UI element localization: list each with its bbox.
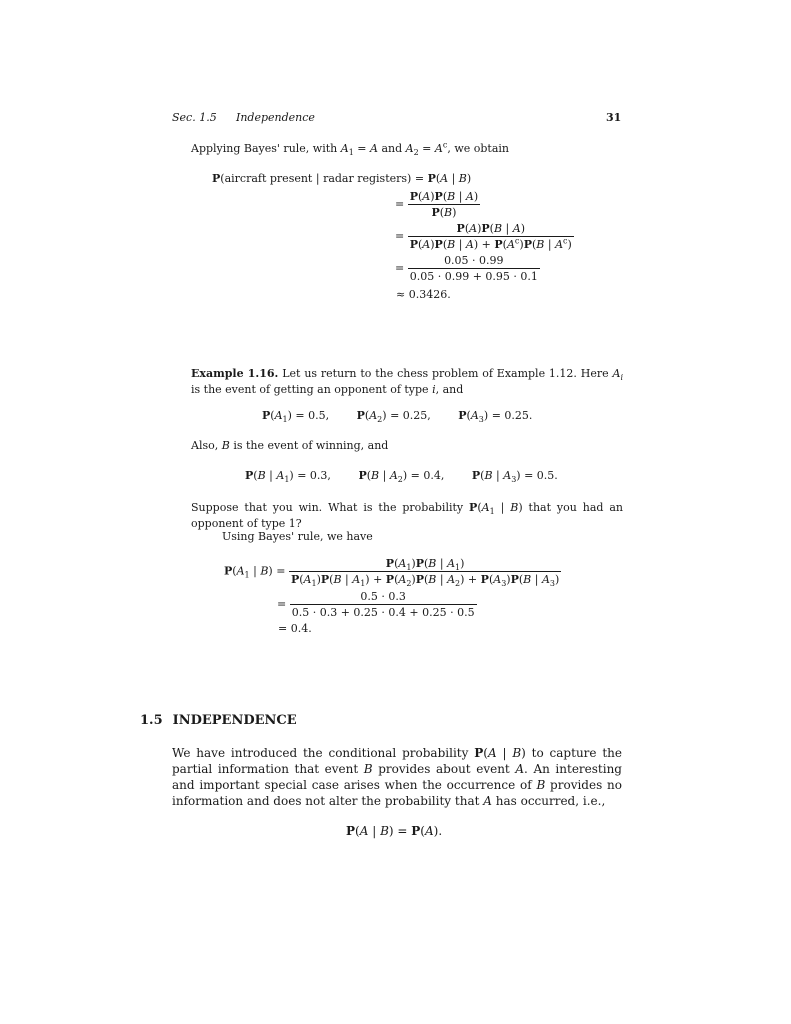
- also-text-b: is the event of winning, and: [229, 439, 389, 452]
- running-header-section: Sec. 1.5: [172, 111, 217, 124]
- suppose-text-a: Suppose that you win. What is the probability: [191, 501, 470, 514]
- radar-result: ≈ 0.3426.: [396, 288, 451, 301]
- independence-equation: P(A | B) = P(A).: [346, 824, 443, 838]
- posterior-equation-line-1: $P(A_1$ | B) = $\frac{P(A_1)P(B | A_1)}{P(A_1)P(B | A_1) + P(A_2)P(B | A_2) + P(A_3)P(B | A_3)}$: [224, 557, 560, 589]
- posterior-equation-line-2: = $\frac{0.5 \cdot 0.3}{0.5 \cdot 0.3 + 0.25 \cdot 0.4 + 0.25 \cdot 0.5}$: [277, 590, 475, 619]
- also-sentence: Also, B is the event of winning, and: [191, 439, 389, 452]
- using-bayes-line: Using Bayes' rule, we have: [222, 530, 373, 543]
- radar-lhs-word: aircraft present: [224, 172, 313, 185]
- likelihood-probabilities: P(B | $A_1) = 0.3$, P(B | $A_2) = 0.4$, P(B | $A_3) = 0.5$.: [245, 469, 558, 485]
- example-text-b: is the event of getting an opponent of type: [191, 383, 433, 396]
- intro-sentence: Applying Bayes' rule, with $A_1 = A$ and $A_2 = A^c$, we obtain: [191, 140, 510, 158]
- suppose-text-b: that you had an opponent of type 1?: [191, 501, 624, 530]
- section-text-e: provides no information and does not alter the probability that: [172, 778, 622, 808]
- section-text-c: provides about event: [372, 762, 516, 776]
- intro-text-c: , we obtain: [447, 142, 510, 155]
- radar-equation-line-4: = $\frac{0.05 \cdot 0.99}{0.05 \cdot 0.99 + 0.95 \cdot 0.1}$: [395, 254, 538, 283]
- section-text-d: . An interesting and important special case arises when the occurrence of: [172, 762, 622, 792]
- section-title: INDEPENDENCE: [172, 713, 297, 728]
- suppose-paragraph: Suppose that you win. What is the probability $P(A_1$ | B) that you had an opponent of type 1?: [191, 501, 624, 530]
- likelihood-w3: = 0.5.: [524, 469, 558, 482]
- radar-numeric-denominator: 0.05 · 0.99 + 0.95 · 0.1: [409, 270, 538, 283]
- prior-p2: = 0.25,: [390, 409, 431, 422]
- example-text-a: Let us return to the chess problem of Example 1.12. Here: [278, 367, 613, 380]
- section-text-b: to capture the partial information that event: [172, 746, 622, 776]
- intro-text-a: Applying Bayes' rule, with: [191, 142, 341, 155]
- page-number: 31: [606, 111, 622, 124]
- section-heading: [140, 713, 297, 728]
- intro-text-b: and: [377, 142, 406, 155]
- section-paragraph: We have introduced the conditional probability P(A | B) to capture the partial information that event B provides about event A. An interesting and important special case arises when the occurrence of B provides no information and does not alter the probability that A has occurred, i.e.,: [172, 746, 622, 808]
- posterior-result: = 0.4.: [278, 622, 312, 635]
- example-paragraph: Example 1.16. Let us return to the chess problem of Example 1.12. Here $A_i$ is the event of getting an opponent of type i, and: [191, 367, 623, 396]
- likelihood-w1: = 0.3,: [297, 469, 331, 482]
- radar-equation-line-1: P(aircraft present | radar registers) = P(A | B): [212, 172, 472, 185]
- posterior-numeric-numerator: 0.5 · 0.3: [290, 590, 477, 605]
- radar-equation-line-2: = $\frac{P(A)P(B | A)}{P(B)}$: [395, 190, 479, 219]
- prior-p1: = 0.5,: [295, 409, 330, 422]
- example-label: Example 1.16.: [191, 367, 279, 380]
- likelihood-w2: = 0.4,: [410, 469, 445, 482]
- section-text-f: has occurred, i.e.,: [491, 794, 606, 808]
- also-text-a: Also,: [191, 439, 222, 452]
- section-number: 1.5: [140, 713, 163, 728]
- running-header-title: Independence: [236, 111, 315, 124]
- radar-numeric-numerator: 0.05 · 0.99: [408, 254, 540, 269]
- radar-equation-line-3: = $\frac{P(A)P(B | A)}{P(A)P(B | A) + P(A^c)P(B | A^c)}$: [395, 222, 572, 251]
- example-text-c: , and: [435, 383, 464, 396]
- posterior-numeric-denominator: 0.5 · 0.3 + 0.25 · 0.4 + 0.25 · 0.5: [291, 606, 475, 619]
- prior-probabilities: $P(A_1) = 0.5$, $P(A_2) = 0.25$, $P(A_3) = 0.25$.: [262, 409, 533, 425]
- radar-lhs-given: radar registers: [323, 172, 408, 185]
- prior-p3: = 0.25.: [491, 409, 533, 422]
- section-text-a: We have introduced the conditional probability: [172, 746, 475, 760]
